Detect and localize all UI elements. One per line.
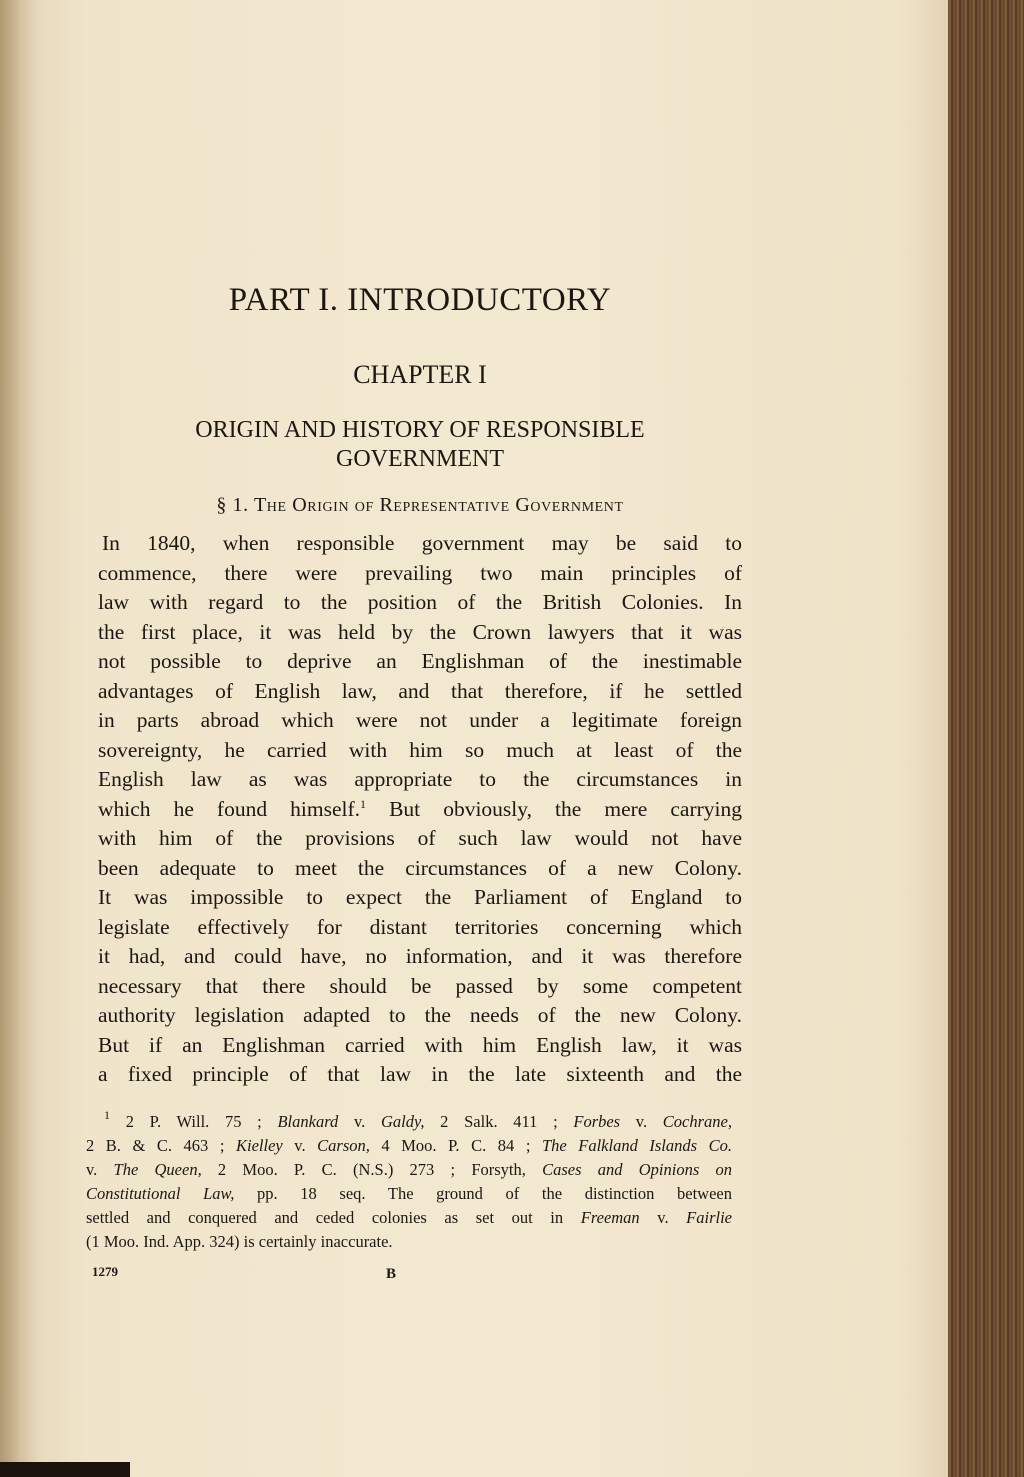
footnote-text: 2 Moo. P. C. (N.S.) 273 ; Forsyth, xyxy=(201,1160,543,1179)
footnote-text: 2 Salk. 411 ; xyxy=(424,1112,574,1131)
chapter-subtitle-line: ORIGIN AND HISTORY OF RESPONSIBLE xyxy=(195,417,645,443)
case-name: Freeman xyxy=(580,1208,640,1227)
case-name: The Queen, xyxy=(113,1160,202,1179)
body-line: not possible to deprive an Englishman of the inestimable xyxy=(98,649,742,673)
gathering-mark: B xyxy=(386,1266,397,1282)
case-name: Galdy, xyxy=(380,1112,425,1131)
body-line: advantages of English law, and that therefore, if he settled xyxy=(98,678,742,703)
part-title: PART I. INTRODUCTORY xyxy=(228,282,612,318)
body-line: been adequate to meet the circumstances of a new Colony. xyxy=(98,855,742,880)
body-line: legislate effectively for distant territories concerning which xyxy=(98,914,742,939)
body-line-start: which he found himself. xyxy=(98,796,361,821)
footnote-text: 2 B. & C. 463 ; xyxy=(86,1136,236,1155)
binding-shadow xyxy=(0,0,40,1477)
footnote-text: v. xyxy=(282,1136,318,1155)
case-name: Fairlie xyxy=(686,1208,732,1227)
body-line: In 1840, when responsible government may be said to xyxy=(102,531,742,555)
footnote-line xyxy=(104,1108,732,1135)
scan-border xyxy=(0,1462,130,1477)
footnote-text: v. xyxy=(86,1160,114,1179)
case-name: Carson, xyxy=(317,1136,370,1155)
footnote-text: settled and conquered and ceded colonies as set out in xyxy=(86,1208,581,1227)
body-line: a fixed principle of that law in the late sixteenth and the xyxy=(98,1062,742,1086)
body-line: It was impossible to expect the Parliament of England to xyxy=(98,885,742,909)
footnote-line xyxy=(86,1208,732,1231)
footnote-ref: 1 xyxy=(360,796,367,811)
body-line: with him of the provisions of such law would not have xyxy=(98,826,742,850)
footnote-text: v. xyxy=(620,1112,663,1131)
footnote-text: pp. 18 seq. The ground of the distinction between xyxy=(234,1184,732,1203)
book-title: Constitutional Law, xyxy=(86,1184,235,1203)
footnote-text: 4 Moo. P. C. 84 ; xyxy=(369,1136,542,1155)
footnote-line xyxy=(86,1160,732,1183)
footnote-text: v. xyxy=(338,1112,381,1131)
case-name: Cochrane, xyxy=(662,1112,732,1131)
body-line: sovereignty, he carried with him so much at least of the xyxy=(98,737,742,762)
footnote-number: 1 xyxy=(104,1108,110,1122)
footnote-text: 2 P. Will. 75 ; xyxy=(125,1112,278,1131)
chapter-title: CHAPTER I xyxy=(353,360,487,389)
body-line: commence, there were prevailing two main principles of xyxy=(98,560,742,585)
case-name: Kielley xyxy=(236,1136,283,1155)
body-line: it had, and could have, no information, and it was therefore xyxy=(98,944,742,968)
section-heading: § 1. The Origin of Representative Government xyxy=(216,494,624,516)
body-line: But if an Englishman carried with him English law, it was xyxy=(98,1032,742,1057)
case-name: The Falkland Islands Co. xyxy=(541,1136,732,1155)
body-line: necessary that there should be passed by some competent xyxy=(98,973,742,998)
case-name: Blankard xyxy=(277,1112,339,1131)
chapter-subtitle xyxy=(100,416,740,474)
book-title: Cases and Opinions on xyxy=(542,1160,732,1179)
printer-signature: 1279 xyxy=(92,1264,118,1279)
body-line: in parts abroad which were not under a legitimate foreign xyxy=(98,708,742,732)
body-line-rest: But obviously, the mere carrying xyxy=(389,796,742,821)
footnote-line xyxy=(86,1136,732,1159)
footnote-line xyxy=(86,1184,732,1207)
body-line: law with regard to the position of the British Colonies. In xyxy=(98,590,742,614)
body-line xyxy=(98,797,742,826)
body-line: the first place, it was held by the Crown lawyers that it was xyxy=(98,619,742,644)
footnote-line: (1 Moo. Ind. App. 324) is certainly inaccurate. xyxy=(86,1232,393,1251)
case-name: Forbes xyxy=(573,1112,621,1131)
body-line: English law as was appropriate to the circumstances in xyxy=(98,767,742,791)
page-edges xyxy=(948,0,1024,1477)
footnote-text: v. xyxy=(639,1208,687,1227)
body-line: authority legislation adapted to the needs of the new Colony. xyxy=(98,1003,742,1027)
chapter-subtitle-line: GOVERNMENT xyxy=(336,446,504,472)
